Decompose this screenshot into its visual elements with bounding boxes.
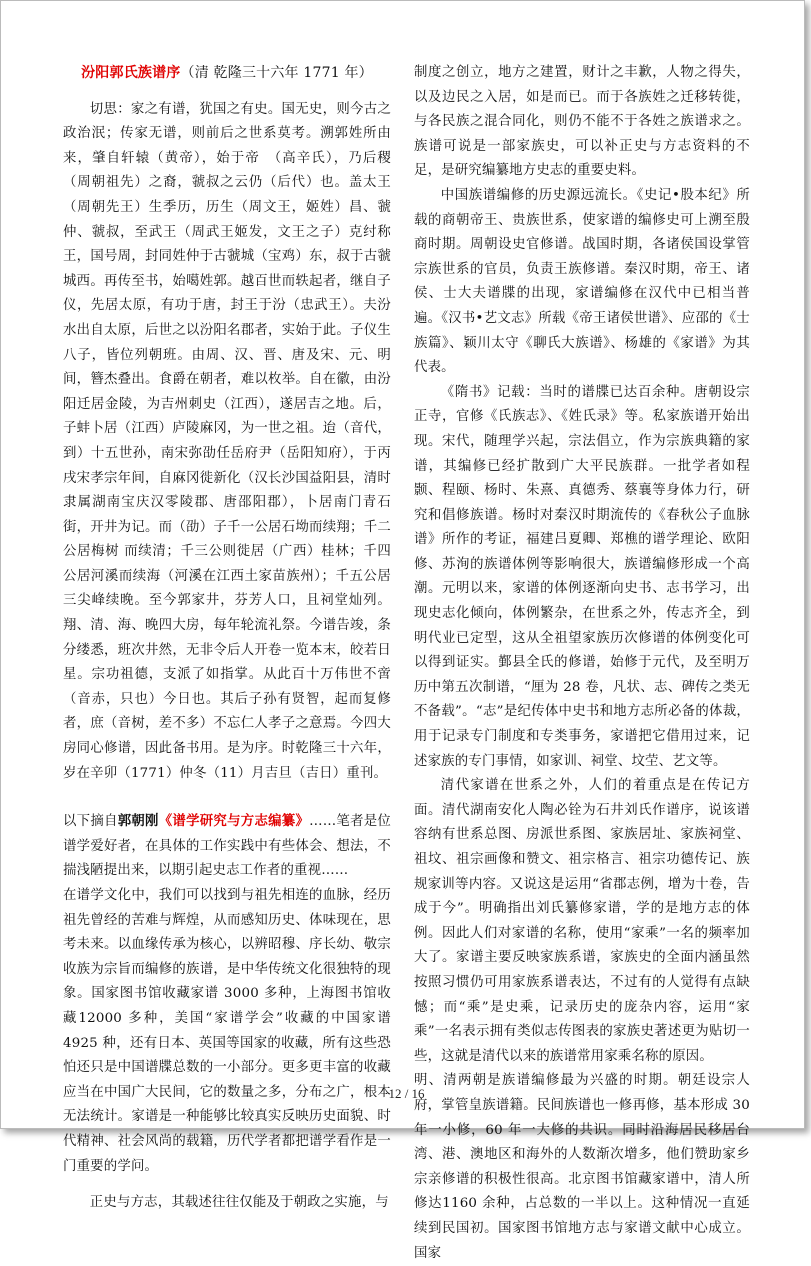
page-number: 12 / 16 (388, 1086, 425, 1101)
excerpt-book-title: 《谱学研究与方志编纂》 (158, 813, 310, 830)
qing-paragraph: 清代家谱在世系之外，人们的着重点是在传记方面。清代湖南安化人陶必铨为石井刘氏作谱序，说该谱容纳有世系总图、房派世系图、家族居址、家族祠堂、祖坟、祖宗画像和赞文、祖宗格言、祖宗功德传记、族规家训等内容。又说这是运用“省郡志例，增为十卷，告成于今”。明确指出刘氏纂修家谱，学的是地方志的体例。因此人们对家谱的名称，使用“家乘”一名的频率加大了。家谱主要反映家族系谱，家族史的全面内涵虽然按照习惯仍可用家族系谱表达，不过有的人觉得有点缺憾；而“乘”是史乘，记录历史的庞杂内容，运用“家乘”一名表示拥有类似志传图表的家族史著述更为贴切一些，这就是清代以来的族谱常用家乘名称的原因。 (414, 778, 750, 1064)
left-column (63, 61, 391, 1216)
genealogy-culture-paragraph: 在谱学文化中，我们可以找到与祖先相连的血脉，经历祖先曾经的苦难与辉煌，从而感知历史、体味现在，思考未来。以血缘传承为核心，以辨昭穆、序长幼、敬宗收族为宗旨而编修的族谱，是中华传统文化很独特的现象。国家图书馆收藏家谱 3000 多种，上海图书馆收藏12000 多种，美国“家谱学会”收藏的中国家谱 4925 种，还有日本、英国等国家的收藏，所有这些恐怕还只是中国谱牒总数的一小部分。更多更丰富的收藏应当在中国广大民间，它的数量之多，分布之广，根本无法统计。家谱是一种能够比较真实反映历史面貌、时代精神、社会风尚的载籍，历代学者都把谱学看作是一门重要的学问。 (63, 888, 391, 1174)
excerpt-author: 郭朝刚 (117, 813, 159, 830)
document-title-meta: （清 乾隆三十六年 1771 年） (180, 65, 373, 81)
document-title: 汾阳郭氏族谱序 (81, 65, 181, 81)
ming-qing-paragraph: 明、清两朝是族谱编修最为兴盛的时期。朝廷设宗人府，掌管皇族谱籍。民间族谱也一修再修，基本形成 30 年一小修，60 年一大修的共识。同时沿海居民移居台湾、港、澳地区和海外的人数渐次增多，他们赞助家乡宗亲修谱的积极性很高。北京图书馆藏家谱中，清人所修达1160 余种，占总数的一半以上。这种情况一直延续到民国初。国家图书馆地方志与家谱文献中心成立。国家 (414, 1073, 750, 1261)
sui-song-paragraph: 《隋书》记载：当时的谱牒已达百余种。唐朝设宗正寺，官修《氏族志》、《姓氏录》等。私家族谱开始出现。宋代，随理学兴起，宗法倡立，作为宗族典籍的家谱，其编修已经扩散到广大平民族群。一批学者如程颢、程颐、杨时、朱熹、真德秀、蔡襄等身体力行，研究和倡修族谱。杨时对秦汉时期流传的《春秋公子血脉谱》所作的考证，福建吕夏卿、郑樵的谱学理论、欧阳修、苏洵的族谱体例等影响很大，族谱编修形成一个高潮。元明以来，家谱的体例逐渐向史书、志书学习，出现史志化倾向，体例繁杂，在世系之外，传志齐全，到明代业已定型，这从全祖望家族历次修谱的体例变化可以得到证实。鄞县全氏的修谱，始修于元代，及至明万历中第五次制谱，“厘为 28 卷，凡状、志、碑传之类无不备载”。“志”是纪传体中史书和地方志所必备的体裁，用于记录专门制度和专类事务，家谱把它借用过来，记述家族的专门事情，如家训、祠堂、坟茔、艺文等。 (414, 384, 750, 769)
excerpt-intro (63, 809, 391, 884)
document-title-line (63, 61, 391, 86)
excerpt-prefix: 以下摘自 (63, 814, 118, 830)
excerpt-suffix: ……笔者是位谱学爱好者，在具体的工作实践中有些体会、想法，不揣浅陋提出来，以期引起史志工作者的重视…… (63, 814, 392, 879)
history-paragraph-cont: 制度之创立，地方之建置，财计之丰歉，人物之得失，以及边民之入居，如是而已。而于各族姓之迁移转徙，与各民族之混合同化，则仍不能不于各姓之族谱求之。族谱可说是一部家族史，可以补正史与方志资料的不足，是研究编纂地方史志的重要史料。 (414, 65, 750, 179)
origins-paragraph: 中国族谱编修的历史源远流长。《史记•股本纪》所载的商朝帝王、贵族世系，使家谱的编修史可上溯至殷商时期。周朝设史官修谱。战国时期，各诸侯国设掌管宗族世系的官员，负责王族修谱。秦汉时期，帝王、诸侯、士大夫谱牒的出现，家谱编修在汉代中已相当普遍。《汉书•艺文志》所载《帝王诸侯世谱》、应邵的《士族篇》、颖川太守《聊氏大族谱》、杨雄的《家谱》为其代表。 (414, 187, 750, 376)
preface-paragraph: 切思：家之有谱，犹国之有史。国无史，则今古之政治泯；传家无谱，则前后之世系莫考。溯郭姓所由来，肇自轩辕（黄帝），始于帝 （高辛氏），乃后稷（周朝祖先）之裔，虢叔之云仍（后代）也。盖太王（周朝先王）生季历，历生（周文王，姬姓）昌、虢仲、虢叔，至武王（周武王姬发，文王之子）克纣称王，国号周，封同姓仲于古虢城（宝鸡）东，叔于古虢城西。再传至书，始噶姓郭。越百世而轶起者，继自子仪，先居太原，有功于唐，封王于汾（忠武王）。夫汾水出自太原，后世之以汾阳名郡者，实始于此。子仪生八子，皆位列朝班。由周、汉、晋、唐及宋、元、明间，簪杰叠出。食爵在朝者，难以枚举。自在徽，由汾阳迁居金陵，为吉州刺史（江西），遂居吉之地。后，子蚌卜居（江西）庐陵麻冈，为一世之祖。迨（音代，到）十五世孙，南宋弥劭任岳府尹（岳阳知府），于丙戌宋孝宗年间，自麻冈徙新化（汉长沙国益阳县，清时隶属湖南宝庆汉零陵郡、唐邵阳郡），卜居南门青石街，开井为记。而（劭）子千一公居石坳而续翔；千二公居梅树 而续清；千三公则徙居（广西）桂林；千四公居河溪而续海（河溪在江西土家苗族州）；千五公居三尖峰续晚。至今郭家井，芬芳人口，且祠堂灿列。翔、清、海、晚四大房，每年轮流礼祭。今谱告竣，条分缕悉，班次井然，无非令后人开卷一览本末，皎若日星。宗功祖德，支派了如指掌。从此百十万伟世不啻（音赤，只也）今日也。其后子孙有贤智，起而复修者，庶（音树，差不多）不忘仁人孝子之意焉。今四大房同心修谱，因此备书用。是为序。时乾隆三十六年，岁在辛卯（1771）仲冬（11）月吉旦（吉日）重刊。 (63, 101, 391, 781)
history-paragraph-start: 正史与方志，其载述往往仅能及于朝政之实施，与 (89, 1195, 389, 1211)
